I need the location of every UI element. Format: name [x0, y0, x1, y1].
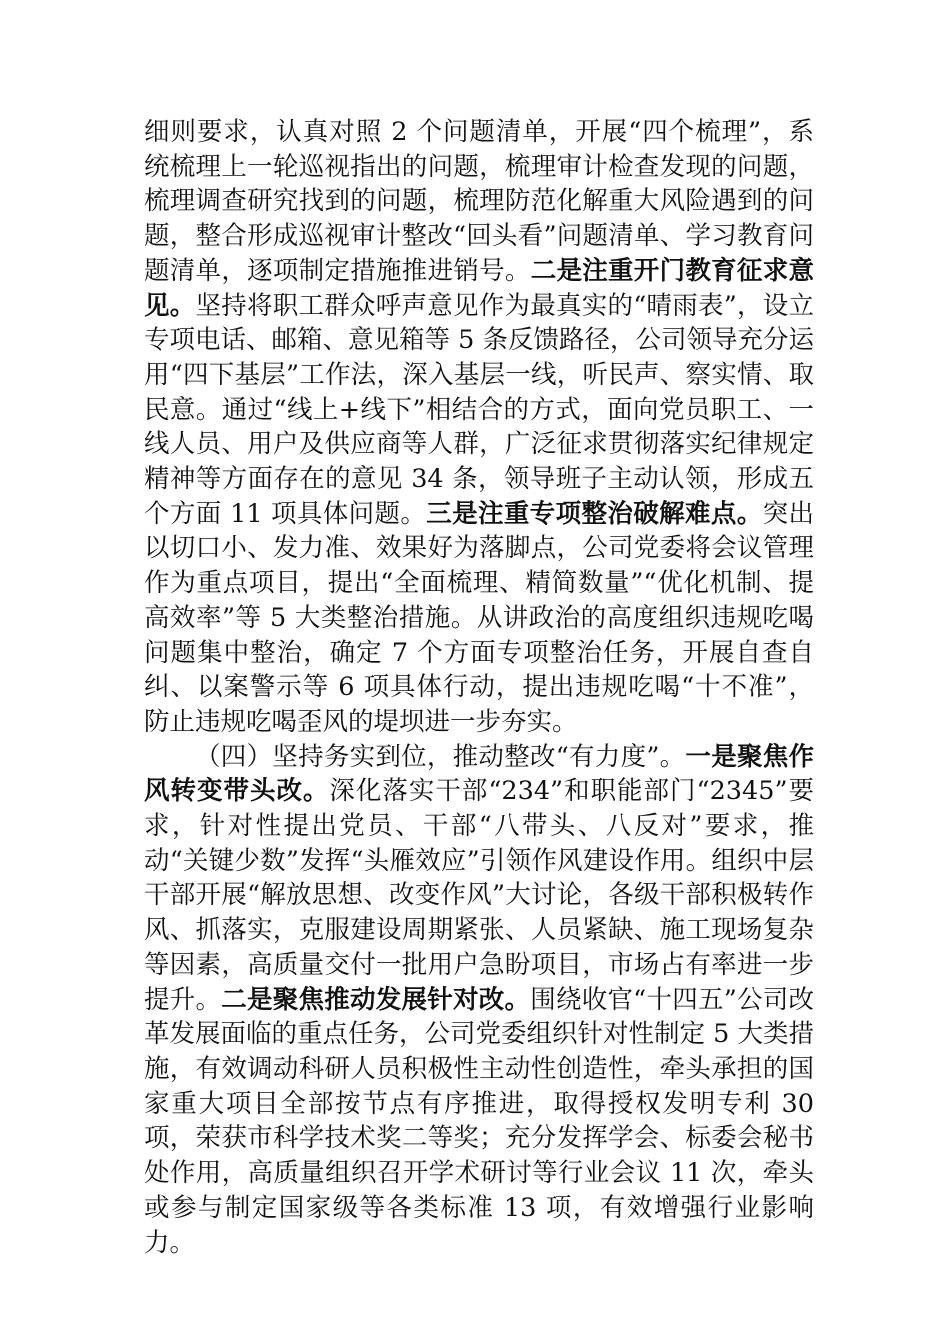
paragraph-text: 突出以切口小、发力准、效果好为落脚点，公司党委将会议管理作为重点项目，提出“全面梳理、精简数量”“优化机制、提高效率”等 5 大类整治措施。从讲政治的高度组织违规吃喝问题集中整治，确定 7 个方面专项整治任务，开展自查自纠、以案警示等 6 项具体行动，提出违规吃喝“十不准”，防止违规吃喝歪风的堤坝进一步夯实。 [144, 498, 814, 737]
bold-heading: 一是聚焦作风转变带头改。 [144, 741, 814, 807]
paragraph-practical-rectification [144, 740, 814, 1261]
paragraph-text: 深化落实干部“234”和职能部门“2345”要求，针对性提出党员、干部“八带头、八反对”要求，推动“关键少数”发挥“头雁效应”引领作风建设作用。组织中层干部开展“解放思想、改变作风”大讨论，各级干部积极转作风、抓落实，克服建设周期紧张、人员紧缺、施工现场复杂等因素，高质量交付一批用户急盼项目，市场占有率进一步提升。 [144, 776, 814, 1015]
paragraph-text: 坚持将职工群众呼声意见作为最真实的“晴雨表”，设立专项电话、邮箱、意见箱等 5 条反馈路径，公司领导充分运用“四下基层”工作法，深入基层一线，听民声、察实情、取民意。通过“线上+线下”相结合的方式，面向党员职工、一线人员、用户及供应商等人群，广泛征求贯彻落实纪律规定精神等方面存在的意见 34 条，领导班子主动认领，形成五个方面 11 项具体问题。 [144, 290, 814, 529]
paragraph-text: 细则要求，认真对照 2 个问题清单，开展“四个梳理”，系统梳理上一轮巡视指出的问题，梳理审计检查发现的问题，梳理调查研究找到的问题，梳理防范化解重大风险遇到的问题，整合形成巡视审计整改“回头看”问题清单、学习教育问题清单，逐项制定措施推进销号。 [144, 117, 814, 286]
bold-heading: 二是聚焦推动发展针对改。 [221, 984, 531, 1015]
paragraph-text: 围绕收官“十四五”公司改革发展面临的重点任务，公司党委组织针对性制定 5 大类措施，有效调动科研人员积极性主动性创造性，牵头承担的国家重大项目全部按节点有序推进，取得授权发明专利 30 项，荣获市科学技术奖二等奖；充分发挥学会、标委会秘书处作用，高质量组织召开学术研讨等行业会议 11 次，牵头或参与制定国家级等各类标准 13 项，有效增强行业影响力。 [144, 984, 814, 1258]
bold-heading: 三是注重专项整治破解难点。 [426, 498, 763, 529]
bold-heading: 二是注重开门教育征求意见。 [144, 255, 814, 321]
section-intro: （四）坚持务实到位，推动整改“有力度”。 [195, 741, 686, 772]
paragraph-rectification-measures [144, 115, 814, 740]
document-body [144, 115, 814, 1260]
